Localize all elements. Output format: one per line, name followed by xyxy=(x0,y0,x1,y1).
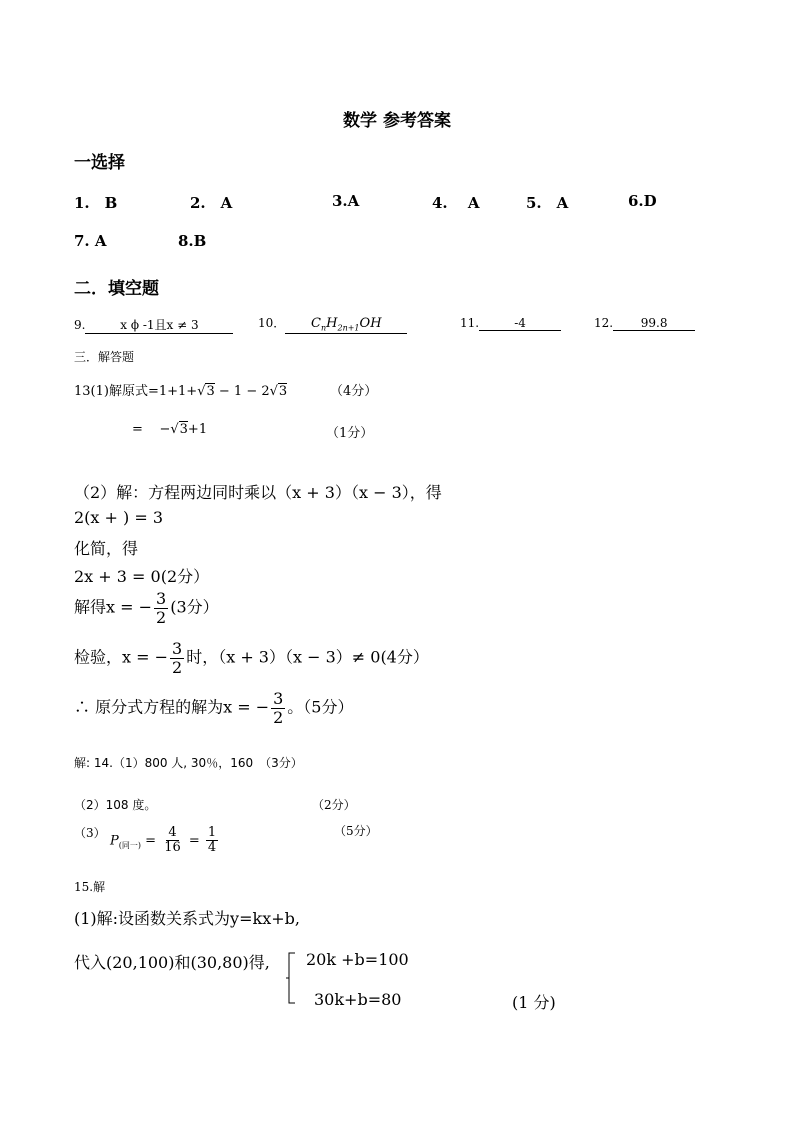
q13-2-line5 xyxy=(74,590,219,626)
frac-den: 4 xyxy=(207,840,217,856)
fraction xyxy=(206,826,218,856)
q14-line2: （2）108 度。 xyxy=(74,798,157,812)
fraction xyxy=(162,826,183,856)
answer-4: 4. A xyxy=(432,194,480,212)
q13-2-line7-post: 。（5分） xyxy=(287,697,354,717)
q9 xyxy=(74,316,233,334)
section-heading-fill: 二．填空题 xyxy=(74,279,159,299)
q11 xyxy=(460,316,561,331)
q10-h: H xyxy=(326,316,338,331)
q15-line2: 代入(20,100)和(30,80)得, xyxy=(74,953,270,972)
answer-3: 3.A xyxy=(332,192,360,210)
prob-sub: (同一) xyxy=(118,840,141,850)
q13-1-line2: = −√3+1 xyxy=(132,422,208,437)
q13-1-mid: − 1 − 2 xyxy=(214,384,270,399)
q14-line3: （3） xyxy=(74,826,106,840)
q12-answer: 99.8 xyxy=(613,316,695,331)
q9-answer: x ϕ -1且x ≠ 3 xyxy=(85,316,233,334)
q12 xyxy=(594,316,695,331)
frac-num: 1 xyxy=(207,825,217,840)
q15-score: (1 分) xyxy=(512,993,556,1012)
q15-heading: 15.解 xyxy=(74,880,106,894)
frac-num: 3 xyxy=(273,689,284,708)
q10-n: n xyxy=(320,323,327,333)
answer-8: 8.B xyxy=(178,232,207,250)
q14-line3-score: （5分） xyxy=(334,824,378,838)
plus-one: +1 xyxy=(187,422,208,437)
q14-probability xyxy=(110,826,220,856)
fraction xyxy=(170,640,184,676)
q10 xyxy=(258,314,407,334)
q11-number: 11. xyxy=(460,316,480,330)
frac-den: 2 xyxy=(172,657,183,677)
answer-2: 2. A xyxy=(190,194,233,212)
q13-2-line3: 化简，得 xyxy=(74,539,139,558)
answer-5: 5. A xyxy=(526,194,569,212)
page-title: 数学 参考答案 xyxy=(343,111,451,131)
q13-1-score2: （1分） xyxy=(326,426,374,441)
q15-equation1: 20k +b=100 xyxy=(306,950,409,969)
q10-c: C xyxy=(311,316,321,331)
q13-2-line7-pre: ∴ 原分式方程的解为x = − xyxy=(74,697,270,717)
frac-den: 2 xyxy=(273,707,284,727)
q13-2-line5-pre: 解得x = − xyxy=(74,597,153,617)
q15-equation2: 30k+b=80 xyxy=(314,990,402,1009)
answer-7: 7. A xyxy=(74,232,107,250)
left-brace-icon xyxy=(286,952,296,1004)
q9-number: 9. xyxy=(74,318,86,332)
q13-2-line2: 2(x + ) = 3 xyxy=(74,508,164,527)
fraction xyxy=(154,590,168,626)
frac-den: 16 xyxy=(164,840,181,856)
frac-num: 3 xyxy=(172,639,183,658)
minus: − xyxy=(159,422,171,437)
q13-2-line1: （2）解：方程两边同时乘以（x + 3）（x − 3），得 xyxy=(74,483,442,502)
q14-line1: 解: 14.（1）800 人, 30％，160 （3分） xyxy=(74,756,303,770)
q13-2-line5-post: (3分） xyxy=(170,597,219,617)
section-heading-solve: 三．解答题 xyxy=(74,350,135,364)
sqrt-radicand: 3 xyxy=(179,422,188,437)
sqrt-radicand: 3 xyxy=(278,384,288,399)
fraction xyxy=(271,690,285,726)
frac-num: 4 xyxy=(168,825,177,840)
equals: = xyxy=(145,833,157,849)
equals: = xyxy=(132,422,143,437)
q13-2-line7 xyxy=(74,690,353,726)
q12-number: 12. xyxy=(594,316,614,330)
answer-1: 1. B xyxy=(74,194,118,212)
q13-1-prefix: 13(1)解原式=1+1+ xyxy=(74,384,198,399)
q14-line2-score: （2分） xyxy=(312,798,356,812)
frac-den: 2 xyxy=(156,607,167,627)
q13-2-line4: 2x + 3 = 0(2分） xyxy=(74,567,210,586)
q13-2-line6-post: 时，（x + 3）（x − 3）≠ 0(4分） xyxy=(186,647,429,667)
q13-2-line6 xyxy=(74,640,429,676)
prob-p: P xyxy=(110,833,119,849)
q13-2-line6-pre: 检验，x = − xyxy=(74,647,169,667)
q10-answer xyxy=(285,316,407,334)
section-heading-choice: 一选择 xyxy=(74,153,125,173)
q13-1-line1: 13(1)解原式=1+1+√3 − 1 − 2√3 xyxy=(74,384,288,399)
frac-num: 3 xyxy=(156,589,167,608)
equals: = xyxy=(188,833,200,849)
answer-6: 6.D xyxy=(628,192,657,210)
q11-answer: -4 xyxy=(479,316,561,331)
q10-sub: 2n+1 xyxy=(337,323,360,333)
q13-1-score1: （4分） xyxy=(330,384,378,399)
sqrt-radicand: 3 xyxy=(206,384,215,399)
q10-number: 10． xyxy=(258,316,286,330)
q10-oh: OH xyxy=(359,316,382,331)
q15-line1: (1)解:设函数关系式为y=kx+b, xyxy=(74,909,300,928)
